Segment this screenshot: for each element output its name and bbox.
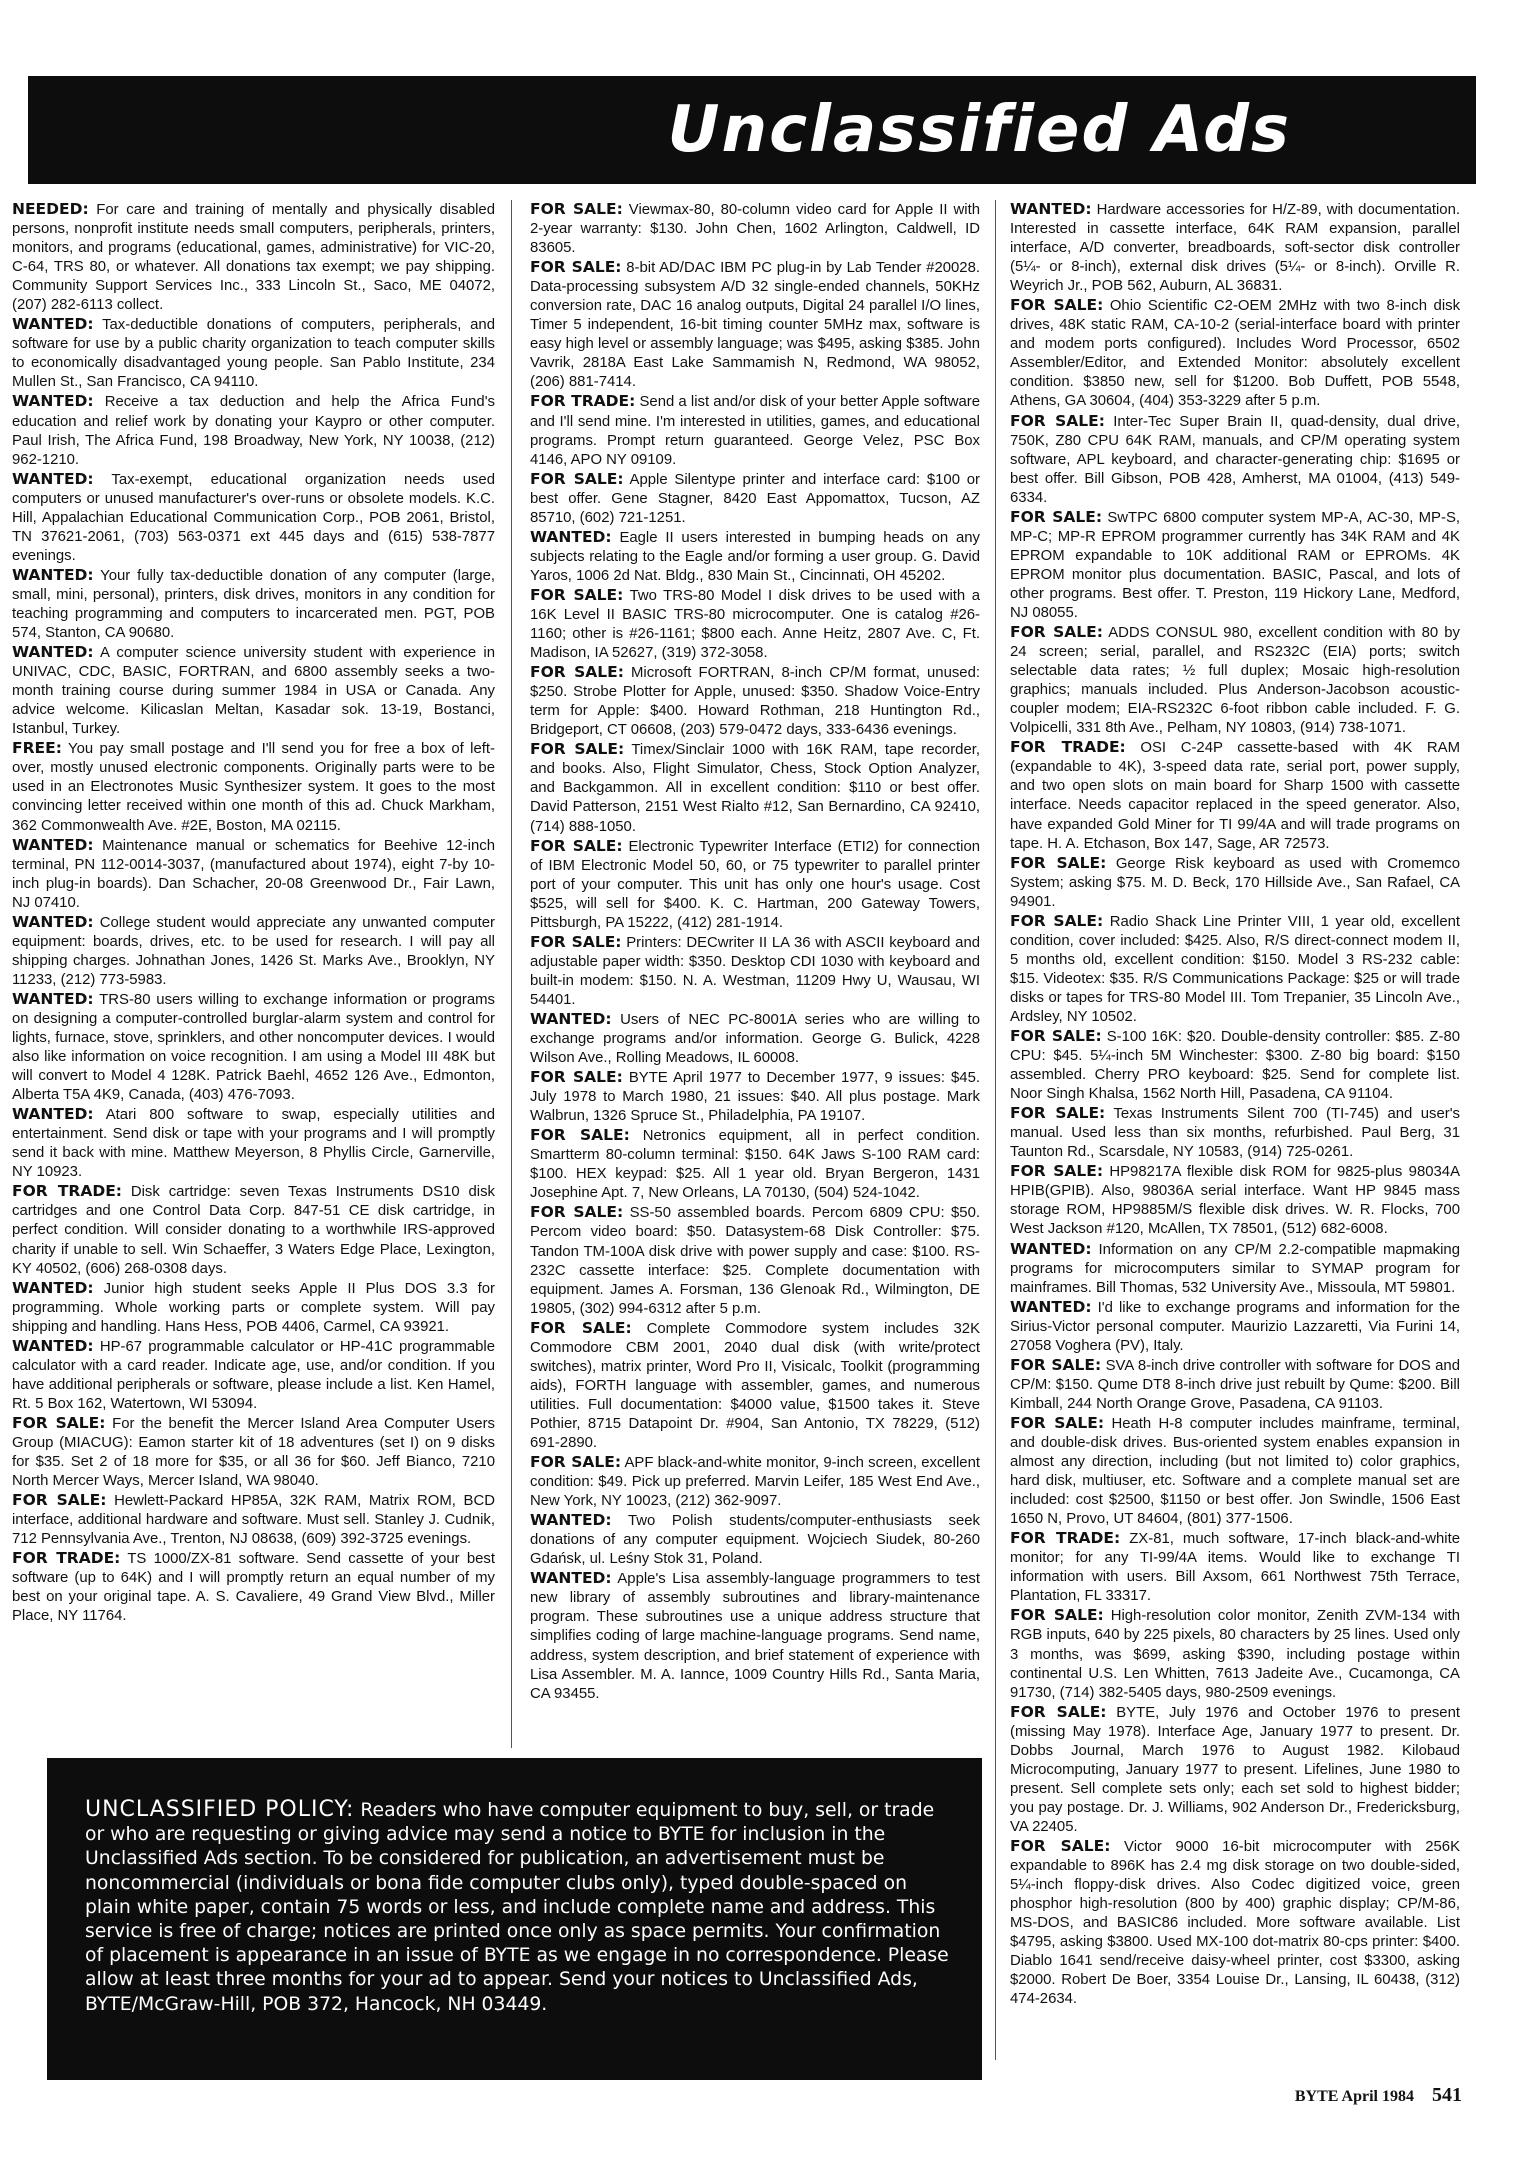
classified-ad [1010, 1606, 1460, 1702]
ad-category: WANTED: [12, 1336, 94, 1355]
classified-ad [530, 740, 980, 836]
classified-ad [1010, 1703, 1460, 1837]
ad-text: S-100 16K: $20. Double-density controller: $85. Z-80 CPU: $45. 5¼-inch 5M Winchester: $300. Z-80 big board: $150 assembled. Cherry PRO keyboard: $25. Send for complete list. Noor Singh Khalsa, 1562 North Hill, Pasadena, CA 91104. [1010, 1029, 1461, 1103]
ad-category: WANTED: [1010, 200, 1092, 218]
classified-ad [530, 586, 980, 663]
ad-text: Complete Commodore system includes 32K Commodore CBM 2001, 2040 dual disk (with write/protect switches), matrix printer, Word Pro II, Visicalc, Toolkit (programming aids), FORTH language with assembler, games, and numerous utilities. Full documentation: $4000 value, $1500 takes it. Steve Pothier, 8715 Datapoint Dr. #904, San Antonio, TX 78229, (512) 691-2890. [530, 1320, 981, 1451]
classified-ad [12, 1279, 495, 1337]
ad-category: FOR SALE: [530, 1203, 624, 1222]
classified-ad [530, 1068, 980, 1126]
ad-text: Timex/Sinclair 1000 with 16K RAM, tape recorder, and books. Also, Flight Simulator, Chess, Stock Option Analyzer, and Backgammon. All in excellent condition: $110 or best offer. David Patterson, 2151 West Rialto #12, San Bernardino, CA 92410, (714) 888-1050. [530, 742, 980, 835]
ad-text: BYTE April 1977 to December 1977, 9 issues: $45. July 1978 to March 1980, 21 issues: $40. All plus postage. Mark Walbrun, 1326 Spruce St., Philadelphia, PA 19107. [530, 1070, 981, 1125]
footer-issue: BYTE April 1984 [1294, 2088, 1414, 2105]
ad-text: Maintenance manual or schematics for Beehive 12-inch terminal, PN 112-0014-3037, (manufactured about 1974), eight 7-by 10-inch plug-in boards). Dan Schacher, 20-08 Greenwood Dr., Fair Lawn, NJ 07410. [12, 837, 496, 911]
ad-category: WANTED: [12, 643, 94, 662]
classified-ad [530, 258, 980, 392]
ad-text: Hardware accessories for H/Z-89, with documentation. Interested in cassette interface, 64K RAM expansion, parallel interface, A/D converter, breadboards, soft-sector disk controller (5¼- or 8-inch), external disk drives (5¼- or 8-inch). Orville R. Weyrich Jr., POB 562, Auburn, AL 36831. [1010, 202, 1460, 295]
ad-text: Two TRS-80 Model I disk drives to be used with a 16K Level II BASIC TRS-80 microcomputer. One is catalog #26-1160; other is #26-1161; $800 each. Anne Heitz, 2807 Ave. C, Ft. Madison, IA 52627, (319) 372-3058. [530, 587, 980, 662]
classified-ad [12, 1337, 495, 1414]
ad-text: Tax-exempt, educational organization needs used computers or unused manufacturer's over-runs or obsolete models. K.C. Hill, Appalachian Educational Communication Corp., POB 2061, Bristol, TN 37621-2061, (703) 563-0371 ext 445 days and (615) 538-7877 evenings. [12, 471, 495, 564]
classified-ad [530, 1569, 980, 1703]
ad-text: OSI C-24P cassette-based with 4K RAM (expandable to 4K), 3-speed data rate, serial port, power supply, and two open slots on main board for Sharp 1500 with cassette interface. Needs capacitor replaced in the speed generator. Also, have expanded Gold Miner for TI 99/4A and will trade programs on tape. H. A. Etchason, Box 147, Sage, AR 72573. [1010, 740, 1460, 852]
ad-text: Two Polish students/computer-enthusiasts seek donations of any computer equipment. Wojciech Siudek, 80-260 Gdańsk, ul. Leśny Stok 31, Poland. [530, 1513, 980, 1568]
ad-text: Tax-deductible donations of computers, peripherals, and software for use by a public charity organization to teach computer skills to economically disadvantaged young people. San Pablo Institute, 234 Mullen St., San Francisco, CA 94110. [12, 317, 495, 391]
ad-category: FOR SALE: [1010, 623, 1103, 642]
page-title: Unclassified Ads [667, 93, 1291, 167]
ad-category: WANTED: [1010, 1297, 1092, 1316]
ad-text: BYTE, July 1976 and October 1976 to present (missing May 1978). Interface Age, January 1977 to present. Dr. Dobbs Journal, March 1976 to August 1982. Kilobaud Microcomputing, January 1977 to present. Lifelines, June 1980 to present. Sell complete sets only; each set sold to highest bidder; you pay postage. Dr. J. Williams, 902 Anderson Dr., Fredericksburg, VA 22405. [1010, 1704, 1461, 1835]
ad-category: FOR TRADE: [1010, 738, 1126, 757]
ad-text: I'd like to exchange programs and information for the Sirius-Victor personal computer. Maurizio Lazzaretti, Via Furini 14, 27058 Voghera (PV), Italy. [1010, 1299, 1460, 1354]
classified-ad [1010, 200, 1460, 296]
ad-text: SwTPC 6800 computer system MP-A, AC-30, MP-S, MP-C; MP-R EPROM programmer currently has 34K RAM and 4K EPROM expandable to 10K additional RAM or EPROMs. 4K EPROM monitor plus documentation. BASIC, Pascal, and lots of other programs. Best offer. T. Preston, 119 Hickory Lane, Medford, NJ 08055. [1010, 509, 1461, 621]
classified-ad [1010, 1104, 1460, 1162]
classified-ad [530, 933, 980, 1010]
classified-ad [1010, 912, 1460, 1027]
ads-column-3 [1010, 200, 1460, 2009]
ad-text: College student would appreciate any unwanted computer equipment: boards, drives, etc. to be used for research. I will pay all shipping charges. Johnathan Jones, 1426 St. Marks Ave., Brooklyn, NY 11233, (212) 773-5983. [12, 914, 495, 988]
classified-ad [1010, 1298, 1460, 1356]
ad-category: WANTED: [530, 1511, 612, 1530]
classified-ad [530, 1126, 980, 1203]
classified-ad [1010, 1414, 1460, 1529]
ad-text: A computer science university student with experience in UNIVAC, CDC, BASIC, FORTRAN, and 6800 assembly seeks a two-month training course during summer 1984 in USA or Canada. Any advice welcome. Kilicaslan Meltan, Kasadar sok. 13-19, Bostanci, Istanbul, Turkey. [12, 645, 495, 738]
ad-category: FOR SALE: [1010, 411, 1105, 430]
ad-text: Ohio Scientific C2-OEM 2MHz with two 8-inch disk drives, 48K static RAM, CA-10-2 (serial-interface board with printer and modem ports configured). Includes Word Processor, 6502 Assembler/Editor, and Extended Monitor: absolutely excellent condition. $3850 new, sell for $1200. Bob Duffett, POB 5548, Athens, GA 30604, (404) 353-3229 after 5 p.m. [1010, 298, 1461, 410]
ad-category: WANTED: [12, 565, 94, 584]
classified-ad [530, 837, 980, 933]
ad-text: Disk cartridge: seven Texas Instruments DS10 disk cartridges and one Control Data Corp. 847-51 CE disk cartridge, in perfect condition. Will consider donating to a worthwhile IRS-approved charity if unable to sell. Win Schaeffer, 3 Waters Edge Place, Lexington, KY 40502, (606) 268-0308 days. [12, 1184, 495, 1277]
ad-category: FOR SALE: [530, 200, 623, 218]
ad-category: FOR SALE: [1010, 1836, 1111, 1855]
ad-text: Netronics equipment, all in perfect condition. Smartterm 80-column terminal: $150. 64K Jaws S-100 RAM card: $100. HEX keypad: $25. All 1 year old. Bryan Bergeron, 1431 Josephine Apt. 7, New Orleans, LA 70130, (504) 524-1042. [530, 1128, 980, 1202]
classified-ad [530, 470, 980, 528]
ad-category: FOR SALE: [1010, 1355, 1102, 1374]
ad-category: NEEDED: [12, 200, 89, 218]
ad-category: WANTED: [530, 1009, 612, 1028]
column-divider [995, 200, 996, 2060]
ad-category: WANTED: [12, 989, 94, 1008]
ad-category: FOR SALE: [530, 469, 624, 488]
ad-text: Junior high student seeks Apple II Plus DOS 3.3 for programming. Whole working parts or complete system. Will pay shipping and handling. Hans Hess, POB 4406, Carmel, CA 93921. [12, 1280, 495, 1335]
classified-ad [530, 528, 980, 586]
ad-text: High-resolution color monitor, Zenith ZVM-134 with RGB inputs, 640 by 225 pixels, 80 characters by 25 lines. Used only 3 months, was $699, asking $390, including postage within continental U.S. Len Whitten, 7613 Jadeite Ave., Cucamonga, CA 91730, (714) 382-5405 days, 980-2509 evenings. [1010, 1608, 1461, 1701]
ad-category: FREE: [12, 739, 62, 758]
ad-category: FOR SALE: [1010, 507, 1103, 526]
ad-category: FOR SALE: [530, 258, 622, 277]
classified-ad [12, 566, 495, 643]
classified-ad [12, 836, 495, 913]
classified-ad [1010, 508, 1460, 623]
ad-category: FOR SALE: [530, 836, 623, 855]
ad-category: FOR TRADE: [12, 1182, 122, 1201]
ad-category: WANTED: [530, 527, 612, 546]
ad-category: FOR SALE: [530, 1126, 630, 1145]
ad-category: WANTED: [12, 1105, 94, 1124]
classified-ad [1010, 1162, 1460, 1239]
ad-text: HP-67 programmable calculator or HP-41C programmable calculator with a card reader. Indicate age, use, and/or condition. If you have additional peripherals or software, please include a list. Ken Hamel, Rt. 5 Box 162, Watertown, WI 53094. [12, 1338, 495, 1412]
ad-text: Viewmax-80, 80-column video card for Apple II with 2-year warranty: $130. John Chen, 1602 Arlington, Caldwell, ID 83605. [530, 202, 980, 257]
policy-box [47, 1758, 982, 2080]
ad-category: FOR SALE: [1010, 1606, 1104, 1625]
ad-text: Apple's Lisa assembly-language programmers to test new library of assembly subroutines and library-maintenance program. These subroutines use a unique address structure that simplifies coding of large machine-language programs. Send name, address, system description, and brief statement of experience with Lisa Assembler. M. A. Iannce, 1009 Country Hills Rd., Santa Maria, CA 93455. [530, 1571, 980, 1702]
ad-category: FOR SALE: [1010, 1702, 1107, 1721]
page-number: 541 [1432, 2084, 1462, 2106]
ad-category: FOR SALE: [1010, 1027, 1102, 1046]
classified-ad [12, 643, 495, 739]
ad-text: Radio Shack Line Printer VIII, 1 year old, excellent condition, cover included: $425. Also, R/S direct-connect modem II, 5 months old, excellent condition: $150. Model 3 RS-232 cable: $15. Videotex: $35. R/S Communications Package: $25 or will trade disks or tapes for TRS-80 Model III. Tom Trepanier, 35 Lincoln Ave., Ardsley, NY 10502. [1010, 913, 1461, 1025]
ad-category: WANTED: [12, 1278, 94, 1297]
ad-text: Texas Instruments Silent 700 (TI-745) and user's manual. Used less than six months, refurbished. Paul Berg, 31 Taunton Rd., Scarsdale, NY 10583, (914) 725-0261. [1010, 1106, 1460, 1161]
ads-column-1 [12, 200, 495, 1626]
classified-ad [12, 315, 495, 392]
ad-text: Apple Silentype printer and interface card: $100 or best offer. Gene Stagner, 8420 East Appomattox, Tucson, AZ 85710, (602) 721-1251. [530, 471, 981, 526]
ad-category: FOR SALE: [530, 585, 624, 604]
ads-column-2 [530, 200, 980, 1704]
ad-text: Victor 9000 16-bit microcomputer with 256K expandable to 896K has 2.4 mg disk storage on two double-sided, 5¼-inch floppy-disk drives. Also Codec digitized voice, green phosphor high-resolution (800 by 400) graphic display; CP/M-86, MS-DOS, and BASIC86 included. More software available. List $4795, asking $3800. Used MX-100 dot-matrix 80-cps printer: $400. Diablo 1641 send/receive daisy-wheel printer, cost $3300, asking $2000. Robert De Boer, 3354 Louise Dr., Lansing, IL 60438, (312) 474-2634. [1010, 1838, 1460, 2008]
ad-text: For the benefit the Mercer Island Area Computer Users Group (MIACUG): Eamon starter kit of 18 adventures (set I) on 9 disks for $35. Set 2 of 18 more for $35, or all 36 for $60. Jeff Bianco, 7210 North Mercer Ways, Mercer Island, WA 98040. [12, 1415, 495, 1490]
classified-ad [530, 1319, 980, 1453]
ad-text: Hewlett-Packard HP85A, 32K RAM, Matrix ROM, BCD interface, additional hardware and software. Must sell. Stanley J. Cudnik, 712 Pennsylvania Ave., Trenton, NJ 08638, (609) 392-3725 evenings. [12, 1493, 495, 1548]
ad-category: FOR SALE: [1010, 911, 1104, 930]
ad-text: Receive a tax deduction and help the Africa Fund's education and relief work by donating your Kaypro or other computer. Paul Irish, The Africa Fund, 198 Broadway, New York, NY 10038, (212) 962-1210. [12, 394, 495, 468]
ad-category: WANTED: [12, 469, 94, 488]
classified-ad [1010, 854, 1460, 912]
ad-category: FOR SALE: [1010, 1413, 1105, 1432]
classified-ad [1010, 1240, 1460, 1298]
ad-category: FOR SALE: [530, 1068, 623, 1087]
policy-body: Readers who have computer equipment to buy, sell, or trade or who are requesting or giving advice may send a notice to BYTE for inclusion in the Unclassified Ads section. To be considered for publication, an advertisement must be noncommercial (individuals or bona fide computer clubs only), typed double-spaced on plain white paper, contain 75 words or less, and include complete name and address. This service is free of charge; notices are printed once only as space permits. Your confirmation of placement is appearance in an issue of BYTE as we engage in no correspondence. Please allow at least three months for your ad to appear. Send your notices to Unclassified Ads, BYTE/McGraw-Hill, POB 372, Hancock, NH 03449. [85, 1800, 949, 2015]
ad-category: WANTED: [530, 1569, 612, 1588]
classified-ad [530, 1511, 980, 1569]
classified-ad [530, 392, 980, 469]
classified-ad [1010, 623, 1460, 738]
classified-ad [12, 470, 495, 566]
classified-ad [12, 739, 495, 835]
ad-text: Eagle II users interested in bumping heads on any subjects relating to the Eagle and/or forming a user group. G. David Yaros, 1006 2d Nat. Bldg., 830 Main St., Cincinnati, OH 45202. [530, 529, 980, 584]
classified-ad [12, 392, 495, 469]
ad-text: Inter-Tec Super Brain II, quad-density, dual drive, 750K, Z80 CPU 64K RAM, manuals, and CP/M operating system software, APL keyboard, and character-generating chip: $1695 or best offer. Bill Gibson, POB 428, Amherst, MA 01004, (413) 549-6334. [1010, 413, 1461, 506]
ad-text: Send a list and/or disk of your better Apple software and I'll send mine. I'm interested in utilities, games, and educational programs. Prompt return guaranteed. George Velez, PSC Box 4146, APO NY 09109. [530, 394, 980, 468]
ad-text: TS 1000/ZX-81 software. Send cassette of your best software (up to 64K) and I will promptly return an equal number of my best on your original tape. A. S. Cavaliere, 49 Grand View Blvd., Miller Place, NY 11764. [12, 1551, 495, 1625]
ad-category: WANTED: [12, 392, 94, 411]
ad-text: ZX-81, much software, 17-inch black-and-white monitor; for any TI-99/4A items. Would like to exchange TI information with users. Bill Axsom, 661 Northwest 75th Terrace, Plantation, FL 33317. [1010, 1531, 1460, 1605]
classified-ad [1010, 1837, 1460, 2009]
classified-ad [12, 913, 495, 990]
classified-ad [1010, 1027, 1460, 1104]
classified-ad [530, 663, 980, 740]
ad-text: 8-bit AD/DAC IBM PC plug-in by Lab Tender #20028. Data-processing subsystem A/D 32 single-ended channels, 50KHz conversion rate, DAC 16 analog outputs, Digital 24 parallel I/O lines, Timer 5 independent, 16-bit timing counter 5MHz max, software is easy high level or assembly language; was $495, asking $385. John Vavrik, 2818A East Lake Sammamish N, Redmond, WA 98052, (206) 881-7414. [530, 260, 980, 391]
ad-category: WANTED: [12, 835, 94, 854]
ad-category: WANTED: [12, 912, 94, 931]
policy-text [85, 1798, 955, 2017]
ad-category: FOR SALE: [12, 1491, 107, 1510]
ad-category: FOR SALE: [1010, 1104, 1106, 1123]
ad-category: WANTED: [12, 315, 94, 334]
ad-text: Microsoft FORTRAN, 8-inch CP/M format, unused: $250. Strobe Plotter for Apple, unused: $350. Shadow Voice-Entry term for Apple: $400. Howard Rothman, 218 Huntington Rd., Bridgeport, CT 06608, (203) 579-0472 days, 333-6436 evenings. [530, 665, 980, 739]
ad-category: FOR SALE: [530, 932, 622, 951]
classified-ad [1010, 738, 1460, 853]
classified-ad [530, 1010, 980, 1068]
classified-ad [12, 1105, 495, 1182]
ad-category: FOR SALE: [12, 1413, 106, 1432]
ad-text: Information on any CP/M 2.2-compatible mapmaking programs for microcomputers similar to SYMAP program for mainframes. Bill Thomas, 532 University Ave., Missoula, MT 59801. [1010, 1241, 1460, 1296]
ad-category: WANTED: [1010, 1239, 1092, 1258]
ad-text: Your fully tax-deductible donation of any computer (large, small, mini, personal), printers, disk drives, monitors in any condition for teaching programming and computers to incarcerated men. PGT, POB 574, Stanton, CA 90680. [12, 567, 496, 642]
ad-text: HP98217A flexible disk ROM for 9825-plus 98034A HPIB(GPIB). Also, 98036A serial interface. Want HP 9845 mass storage ROM, HP9885M/S flexible disk drives. W. R. Flocks, 700 West Jackson #120, McAllen, TX 78501, (512) 682-6008. [1010, 1164, 1461, 1238]
classified-ad [1010, 1529, 1460, 1606]
page-banner [28, 76, 1476, 184]
ad-text: Atari 800 software to swap, especially utilities and entertainment. Send disk or tape with your programs and I will promptly send it back with mine. Matthew Meyerson, 8 Phyllis Circle, Garnerville, NY 10923. [12, 1107, 495, 1181]
classified-ad [12, 1414, 495, 1491]
ad-text: For care and training of mentally and physically disabled persons, nonprofit institute needs small computers, peripherals, printers, monitors, and programs (educational, games, administrative) for VIC-20, C-64, TRS 80, or whatever. All donations tax exempt; we pay shipping. Community Support Services Inc., 333 Lincoln St., Saco, ME 04072, (207) 282-6113 collect. [12, 202, 495, 314]
ad-text: APF black-and-white monitor, 9-inch screen, excellent condition: $49. Pick up preferred. Marvin Leifer, 185 West End Ave., New York, NY 10023, (212) 362-9097. [530, 1455, 980, 1510]
classified-ad [12, 1549, 495, 1626]
ad-category: FOR SALE: [1010, 1162, 1104, 1181]
classified-ad [12, 990, 495, 1105]
ad-category: FOR SALE: [1010, 853, 1107, 872]
ad-category: FOR SALE: [530, 663, 624, 682]
classified-ad [12, 1491, 495, 1549]
ad-text: TRS-80 users willing to exchange information or programs on designing a computer-controlled burglar-alarm system and control for lights, furnace, stove, sprinklers, and other noncomputer devices. I would also like information on voice recognition. I am using a Model III 48K but will convert to Model 4 128K. Patrick Baehl, 4652 126 Ave., Edmonton, Alberta T5A 4K9, Canada, (403) 476-7093. [12, 991, 495, 1104]
page-footer [1295, 2084, 1462, 2107]
ad-category: FOR TRADE: [12, 1549, 121, 1568]
ad-text: Electronic Typewriter Interface (ETI2) for connection of IBM Electronic Model 50, 60, or 75 typewriter to parallel printer port of your computer. This unit has only one hour's usage. Cost $525, will sell for $400. K. C. Hartman, 200 Gateway Towers, Pittsburgh, PA 15222, (412) 281-1914. [530, 838, 981, 931]
ad-text: Heath H-8 computer includes mainframe, terminal, and double-disk drives. Bus-oriented system enables expansion in almost any direction, including (but not limited to) color graphics, hard disk, multiuser, etc. Software and a complete manual set are included: cost $2500, $1150 or best offer. Jon Swindle, 1506 East 1650 N, Provo, UT 84604, (801) 377-1506. [1010, 1415, 1461, 1528]
ad-category: FOR SALE: [530, 740, 625, 759]
ad-category: FOR TRADE: [1010, 1529, 1121, 1548]
classified-ad [1010, 296, 1460, 411]
ad-text: You pay small postage and I'll send you for free a box of left-over, mostly unused electronic components. Originally parts were to be used in an Electronotes Music Synthesizer system. It goes to the most convincing letter received within one month of this ad. Chuck Markham, 362 Commonwealth Ave. #2E, Boston, MA 02115. [12, 741, 495, 834]
classified-ad [1010, 1356, 1460, 1414]
ad-text: George Risk keyboard as used with Cromemco System; asking $75. M. D. Beck, 170 Hillside Ave., San Rafael, CA 94901. [1010, 855, 1461, 910]
classified-ad [12, 200, 495, 315]
classified-ad [1010, 412, 1460, 508]
classified-ad [530, 1203, 980, 1318]
ad-text: Printers: DECwriter II LA 36 with ASCII keyboard and adjustable paper width: $350. Desktop CDI 1030 with keyboard and built-in modem: $150. N. A. Westman, 11209 Hwy U, Wausau, WI 54401. [530, 934, 981, 1008]
ad-category: FOR TRADE: [530, 392, 636, 411]
classified-ad [530, 200, 980, 258]
policy-heading: UNCLASSIFIED POLICY: [85, 1797, 355, 1822]
classified-ad [12, 1182, 495, 1278]
classified-ad [530, 1453, 980, 1511]
ad-text: Users of NEC PC-8001A series who are willing to exchange programs and/or information. George G. Bulick, 4228 Wilson Ave., Rolling Meadows, IL 60008. [530, 1011, 981, 1067]
ad-category: FOR SALE: [530, 1318, 632, 1337]
ad-text: SVA 8-inch drive controller with software for DOS and CP/M: $150. Qume DT8 8-inch drive just rebuilt by Qume: $200. Bill Kimball, 244 North Orange Grove, Pasadena, CA 91103. [1010, 1357, 1460, 1412]
ad-text: SS-50 assembled boards. Percom 6809 CPU: $50. Percom video board: $50. Datasystem-68 Disk Controller: $75. Tandon TM-100A disk drive with power supply and case: $100. RS-232C cassette interface: $25. Complete documentation with equipment. James A. Forsman, 136 Glenoak Rd., Wilmington, DE 19805, (302) 994-6312 after 5 p.m. [530, 1205, 981, 1317]
ad-text: ADDS CONSUL 980, excellent condition with 80 by 24 screen; serial, parallel, and RS232C (EIA) ports; switch selectable data rates; ½ full duplex; Mosaic high-resolution graphics; manuals included. Plus Anderson-Jacobson acoustic-coupler modem; EIA-RS232C 6-foot ribbon cable included. F. G. Volpicelli, 331 8th Ave., Pelham, NY 10803, (914) 738-1071. [1010, 625, 1460, 737]
ad-category: FOR SALE: [530, 1453, 622, 1472]
ad-category: FOR SALE: [1010, 296, 1104, 315]
column-divider [511, 200, 512, 1748]
